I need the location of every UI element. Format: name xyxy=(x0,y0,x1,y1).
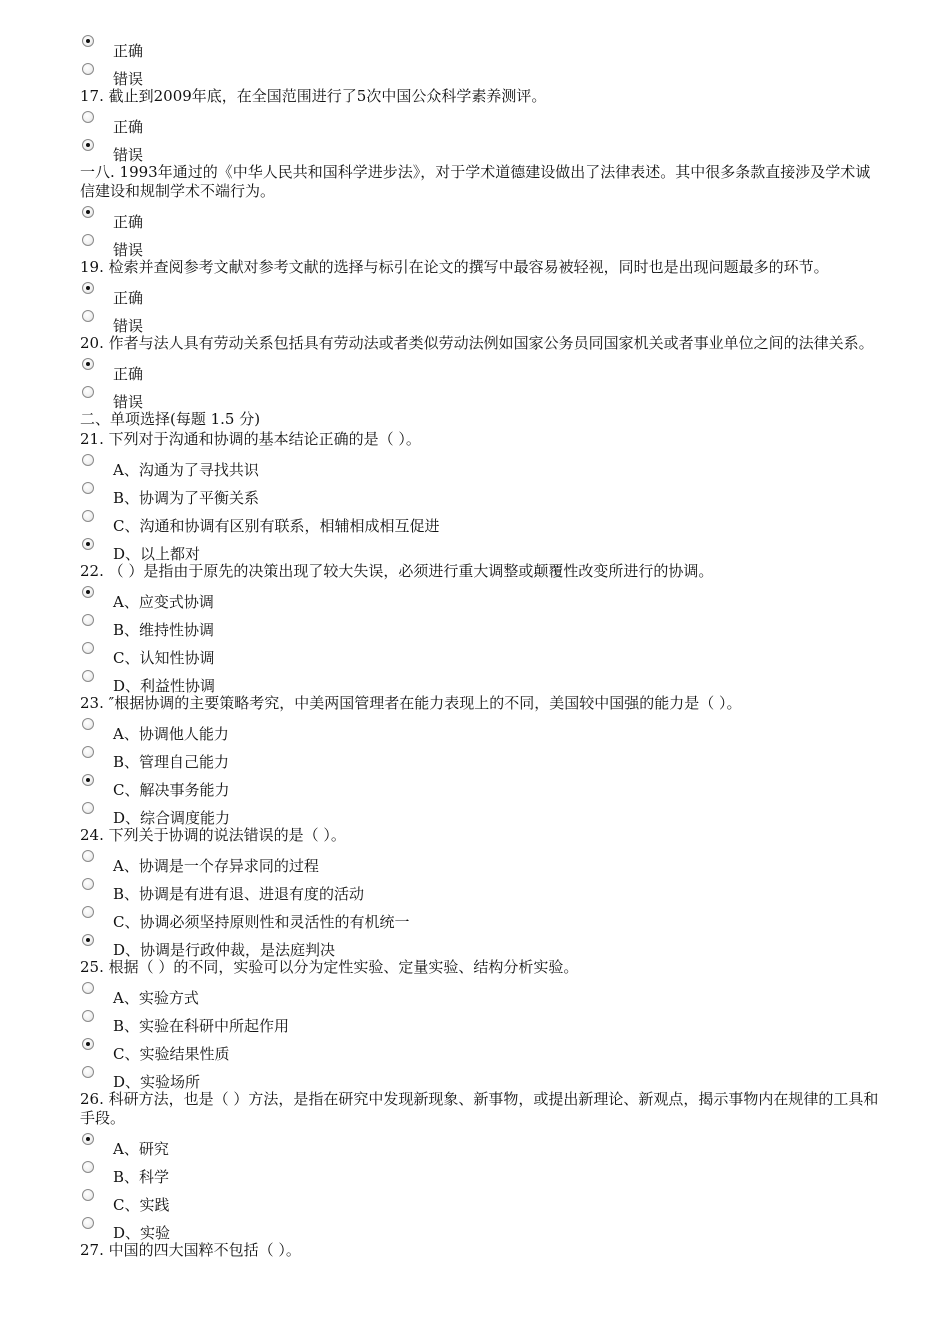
answer-option[interactable] xyxy=(80,134,880,162)
radio-unchecked-icon[interactable] xyxy=(82,1066,94,1078)
radio-checked-icon[interactable] xyxy=(82,774,94,786)
option-label: 正确 xyxy=(113,289,144,307)
option-label: B、维持性协调 xyxy=(113,621,215,639)
radio-unchecked-icon[interactable] xyxy=(82,1189,94,1201)
question-text: 17. 截止到2009年底，在全国范围进行了5次中国公众科学素养测评。 xyxy=(80,87,547,105)
quiz-page xyxy=(80,30,880,1260)
answer-option[interactable] xyxy=(80,201,880,229)
answer-option[interactable] xyxy=(80,581,880,609)
option-label: A、应变式协调 xyxy=(113,593,214,611)
radio-unchecked-icon[interactable] xyxy=(82,454,94,466)
answer-option[interactable] xyxy=(80,353,880,381)
answer-option[interactable] xyxy=(80,1184,880,1212)
radio-checked-icon[interactable] xyxy=(82,139,94,151)
option-label: A、沟通为了寻找共识 xyxy=(113,461,259,479)
radio-unchecked-icon[interactable] xyxy=(82,111,94,123)
answer-option[interactable] xyxy=(80,1156,880,1184)
answer-option[interactable] xyxy=(80,449,880,477)
radio-checked-icon[interactable] xyxy=(82,358,94,370)
radio-unchecked-icon[interactable] xyxy=(82,510,94,522)
radio-unchecked-icon[interactable] xyxy=(82,386,94,398)
option-label: C、协调必须坚持原则性和灵活性的有机统一 xyxy=(113,913,410,931)
option-label: 正确 xyxy=(113,365,144,383)
option-label: A、研究 xyxy=(113,1140,169,1158)
radio-checked-icon[interactable] xyxy=(82,586,94,598)
option-label: A、协调是一个存异求同的过程 xyxy=(113,857,319,875)
radio-unchecked-icon[interactable] xyxy=(82,1161,94,1173)
radio-unchecked-icon[interactable] xyxy=(82,642,94,654)
option-label: C、沟通和协调有区别有联系，相辅相成相互促进 xyxy=(113,517,440,535)
option-label: C、实验结果性质 xyxy=(113,1045,230,1063)
question-text: 20. 作者与法人具有劳动关系包括具有劳动法或者类似劳动法例如国家公务员同国家机关或者事业单位之间的法律关系。 xyxy=(80,334,874,352)
radio-unchecked-icon[interactable] xyxy=(82,63,94,75)
answer-option[interactable] xyxy=(80,769,880,797)
answer-option[interactable] xyxy=(80,277,880,305)
radio-unchecked-icon[interactable] xyxy=(82,718,94,730)
option-label: D、协调是行政仲裁，是法庭判决 xyxy=(113,941,336,959)
answer-option[interactable] xyxy=(80,637,880,665)
radio-unchecked-icon[interactable] xyxy=(82,982,94,994)
option-label: D、实验场所 xyxy=(113,1073,201,1091)
radio-unchecked-icon[interactable] xyxy=(82,1010,94,1022)
radio-unchecked-icon[interactable] xyxy=(82,878,94,890)
option-label: B、科学 xyxy=(113,1168,170,1186)
question-text: 26. 科研方法，也是（ ）方法，是指在研究中发现新现象、新事物，或提出新理论、新观点，揭示事物内在规律的工具和手段。 xyxy=(80,1090,879,1127)
radio-checked-icon[interactable] xyxy=(82,934,94,946)
radio-unchecked-icon[interactable] xyxy=(82,234,94,246)
answer-option[interactable] xyxy=(80,873,880,901)
option-label: D、利益性协调 xyxy=(113,677,216,695)
answer-option[interactable] xyxy=(80,229,880,257)
radio-unchecked-icon[interactable] xyxy=(82,482,94,494)
answer-option[interactable] xyxy=(80,1005,880,1033)
answer-option[interactable] xyxy=(80,1061,880,1089)
question-text: 25. 根据（ ）的不同，实验可以分为定性实验、定量实验、结构分析实验。 xyxy=(80,958,579,976)
answer-option[interactable] xyxy=(80,929,880,957)
answer-option[interactable] xyxy=(80,713,880,741)
radio-checked-icon[interactable] xyxy=(82,206,94,218)
radio-checked-icon[interactable] xyxy=(82,1038,94,1050)
answer-option[interactable] xyxy=(80,609,880,637)
question-text: 27. 中国的四大国粹不包括（ ）。 xyxy=(80,1241,301,1259)
answer-option[interactable] xyxy=(80,533,880,561)
option-label: A、协调他人能力 xyxy=(113,725,229,743)
question-text: 24. 下列关于协调的说法错误的是（ ）。 xyxy=(80,826,346,844)
option-label: D、实验 xyxy=(113,1224,171,1242)
option-label: B、协调为了平衡关系 xyxy=(113,489,260,507)
option-label: B、协调是有进有退、进退有度的活动 xyxy=(113,885,365,903)
radio-unchecked-icon[interactable] xyxy=(82,670,94,682)
answer-option[interactable] xyxy=(80,1212,880,1240)
answer-option[interactable] xyxy=(80,477,880,505)
radio-unchecked-icon[interactable] xyxy=(82,614,94,626)
radio-checked-icon[interactable] xyxy=(82,35,94,47)
answer-option[interactable] xyxy=(80,665,880,693)
answer-option[interactable] xyxy=(80,797,880,825)
option-label: 错误 xyxy=(113,146,144,164)
option-label: C、解决事务能力 xyxy=(113,781,230,799)
question-text: 21. 下列对于沟通和协调的基本结论正确的是（ ）。 xyxy=(80,430,421,448)
option-label: B、管理自己能力 xyxy=(113,753,230,771)
radio-checked-icon[interactable] xyxy=(82,1133,94,1145)
answer-option[interactable] xyxy=(80,901,880,929)
option-label: 正确 xyxy=(113,213,144,231)
answer-option[interactable] xyxy=(80,305,880,333)
answer-option[interactable] xyxy=(80,741,880,769)
answer-option[interactable] xyxy=(80,505,880,533)
option-label: 错误 xyxy=(113,317,144,335)
section-heading: 二、单项选择(每题 1.5 分) xyxy=(80,410,261,428)
radio-unchecked-icon[interactable] xyxy=(82,850,94,862)
answer-option[interactable] xyxy=(80,381,880,409)
option-label: D、以上都对 xyxy=(113,545,201,563)
answer-option[interactable] xyxy=(80,845,880,873)
option-label: C、实践 xyxy=(113,1196,170,1214)
question-text: 22. （ ）是指由于原先的决策出现了较大失误，必须进行重大调整或颠覆性改变所进行的协调。 xyxy=(80,562,714,580)
option-label: C、认知性协调 xyxy=(113,649,215,667)
radio-unchecked-icon[interactable] xyxy=(82,746,94,758)
answer-option[interactable] xyxy=(80,58,880,86)
option-label: D、综合调度能力 xyxy=(113,809,231,827)
answer-option[interactable] xyxy=(80,106,880,134)
question-text: 23. ″根据协调的主要策略考究，中美两国管理者在能力表现上的不同，美国较中国强的能力是（ ）。 xyxy=(80,694,742,712)
answer-option[interactable] xyxy=(80,1033,880,1061)
radio-unchecked-icon[interactable] xyxy=(82,1217,94,1229)
radio-checked-icon[interactable] xyxy=(82,538,94,550)
answer-option[interactable] xyxy=(80,30,880,58)
option-label: 错误 xyxy=(113,70,144,88)
option-label: 正确 xyxy=(113,42,144,60)
option-label: B、实验在科研中所起作用 xyxy=(113,1017,290,1035)
radio-unchecked-icon[interactable] xyxy=(82,802,94,814)
question-text: 一八. 1993年通过的《中华人民共和国科学进步法》，对于学术道德建设做出了法律表述。其中很多条款直接涉及学术诚信建设和规制学术不端行为。 xyxy=(80,163,871,200)
radio-unchecked-icon[interactable] xyxy=(82,310,94,322)
option-label: A、实验方式 xyxy=(113,989,199,1007)
radio-checked-icon[interactable] xyxy=(82,282,94,294)
option-label: 错误 xyxy=(113,241,144,259)
option-label: 错误 xyxy=(113,393,144,411)
option-label: 正确 xyxy=(113,118,144,136)
answer-option[interactable] xyxy=(80,1128,880,1156)
radio-unchecked-icon[interactable] xyxy=(82,906,94,918)
question-text: 19. 检索并查阅参考文献对参考文献的选择与标引在论文的撰写中最容易被轻视，同时也是出现问题最多的环节。 xyxy=(80,258,829,276)
answer-option[interactable] xyxy=(80,977,880,1005)
